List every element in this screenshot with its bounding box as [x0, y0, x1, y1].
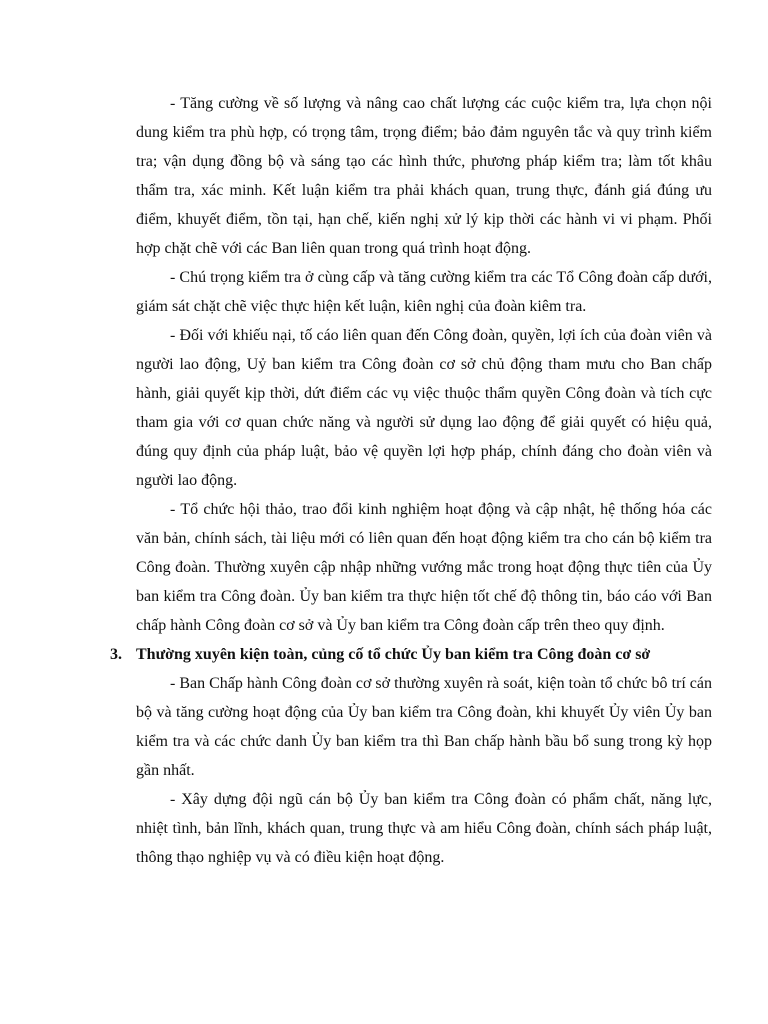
- paragraph-same-level-inspection: - Chú trọng kiểm tra ở cùng cấp và tăng cường kiểm tra các Tổ Công đoàn cấp dưới, giám sát chặt chẽ việc thực hiện kết luận, kiên nghị của đoàn kiêm tra.: [136, 269, 712, 315]
- paragraph-staff-building: - Xây dựng đội ngũ cán bộ Ủy ban kiểm tra Công đoàn có phẩm chất, năng lực, nhiệt tình, bản lĩnh, khách quan, trung thực và am hiểu Công đoàn, chính sách pháp luật, thông thạo nghiệp vụ và có điều kiện hoạt động.: [136, 791, 712, 866]
- section-heading: [110, 640, 712, 669]
- document-page: [110, 89, 712, 872]
- paragraph-committee-review: - Ban Chấp hành Công đoàn cơ sở thường xuyên rà soát, kiện toàn tổ chức bô trí cán bộ và tăng cường hoạt động của Ủy ban kiểm tra Công đoàn, khi khuyết Ủy viên Ủy ban kiểm tra và các chức danh Ủy ban kiểm tra thì Ban chấp hành bầu bổ sung trong kỳ họp gần nhất.: [136, 675, 712, 779]
- section-title: Thường xuyên kiện toàn, củng cố tổ chức Ủy ban kiểm tra Công đoàn cơ sở: [136, 646, 651, 663]
- paragraph-complaints-handling: - Đối với khiếu nại, tố cáo liên quan đến Công đoàn, quyền, lợi ích của đoàn viên và người lao động, Uỷ ban kiểm tra Công đoàn cơ sở chủ động tham mưu cho Ban chấp hành, giải quyết kịp thời, dứt điểm các vụ việc thuộc thẩm quyền Công đoàn và tích cực tham gia với cơ quan chức năng và người sử dụng lao động để giải quyết có hiệu quả, đúng quy định của pháp luật, bảo vệ quyền lợi hợp pháp, chính đáng cho đoàn viên và người lao động.: [136, 327, 712, 489]
- section-number: 3.: [110, 646, 122, 663]
- paragraph-inspection-quality: - Tăng cường về số lượng và nâng cao chất lượng các cuộc kiểm tra, lựa chọn nội dung kiểm tra phù hợp, có trọng tâm, trọng điểm; bảo đảm nguyên tắc và quy trình kiểm tra; vận dụng đồng bộ và sáng tạo các hình thức, phương pháp kiểm tra; làm tốt khâu thẩm tra, xác minh. Kết luận kiểm tra phải khách quan, trung thực, đánh giá đúng ưu điểm, khuyết điểm, tồn tại, hạn chế, kiến nghị xử lý kịp thời các hành vi vi phạm. Phối hợp chặt chẽ với các Ban liên quan trong quá trình hoạt động.: [136, 95, 712, 257]
- paragraph-workshops-training: - Tổ chức hội thảo, trao đổi kinh nghiệm hoạt động và cập nhật, hệ thống hóa các văn bản, chính sách, tài liệu mới có liên quan đến hoạt động kiểm tra cho cán bộ kiểm tra Công đoàn. Thường xuyên cập nhập những vướng mắc trong hoạt động thực tiên của Ủy ban kiểm tra Công đoàn. Ủy ban kiểm tra thực hiện tốt chế độ thông tin, báo cáo với Ban chấp hành Công đoàn cơ sở và Ủy ban kiểm tra Công đoàn cấp trên theo quy định.: [136, 501, 712, 634]
